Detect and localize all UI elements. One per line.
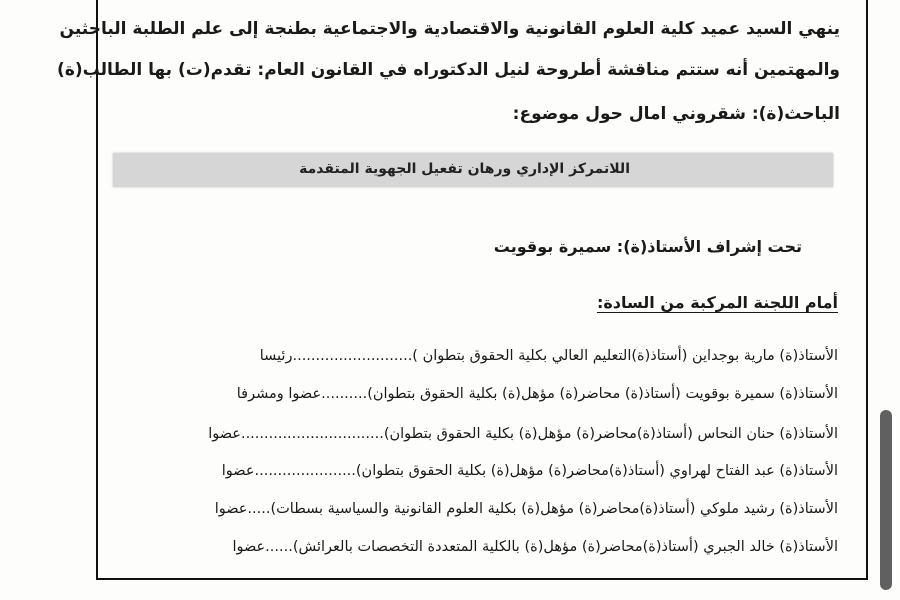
intro-line-3: الباحث(ة): شقروني امال حول موضوع:	[512, 104, 840, 124]
frame-border-right	[866, 0, 868, 578]
supervisor-line: تحت إشراف الأستاذ(ة): سميرة بوقويت	[493, 237, 802, 256]
committee-member-5: الأستاذ(ة) رشيد ملوكي (أستاذ(ة)محاضر(ة) مؤهل(ة) بكلية العلوم القانونية والسياسية بسطات).....عضوا	[214, 501, 838, 517]
scrollbar-thumb[interactable]	[880, 410, 892, 590]
intro-line-1: ينهي السيد عميد كلية العلوم القانونية والاقتصادية والاجتماعية بطنجة إلى علم الطلبة الباحثين	[59, 19, 840, 39]
committee-member-3: الأستاذ(ة) حنان النحاس (أستاذ(ة)محاضر(ة) مؤهل(ة) بكلية الحقوق بتطوان)...............................عضوا	[208, 426, 838, 442]
committee-member-2: الأستاذ(ة) سميرة بوقويت (أستاذ(ة) محاضر(ة) مؤهل(ة) بكلية الحقوق بتطوان)..........عضوا ومشرفا	[236, 386, 838, 402]
committee-member-1: الأستاذ(ة) مارية بوجداين (أستاذ(ة)التعليم العالي بكلية الحقوق بتطوان )..........................رئيسا	[259, 348, 838, 364]
thesis-topic: اللاتمركز الإداري ورهان تفعيل الجهوية المتقدمة	[299, 161, 630, 177]
frame-border-bottom	[96, 578, 868, 580]
frame-border-left	[96, 0, 98, 578]
committee-member-4: الأستاذ(ة) عبد الفتاح لهراوي (أستاذ(ة)محاضر(ة) مؤهل(ة) بكلية الحقوق بتطوان)......................عضوا	[221, 463, 838, 479]
intro-line-2: والمهتمين أنه ستتم مناقشة أطروحة لنيل الدكتوراه في القانون العام: تقدم(ت) بها الطالب(ة)	[57, 60, 840, 80]
committee-heading: أمام اللجنة المركبة من السادة:	[596, 293, 838, 312]
committee-member-6: الأستاذ(ة) خالد الجبري (أستاذ(ة)محاضر(ة) مؤهل(ة) بالكلية المتعددة التخصصات بالعرائش)......عضوا	[232, 539, 838, 555]
